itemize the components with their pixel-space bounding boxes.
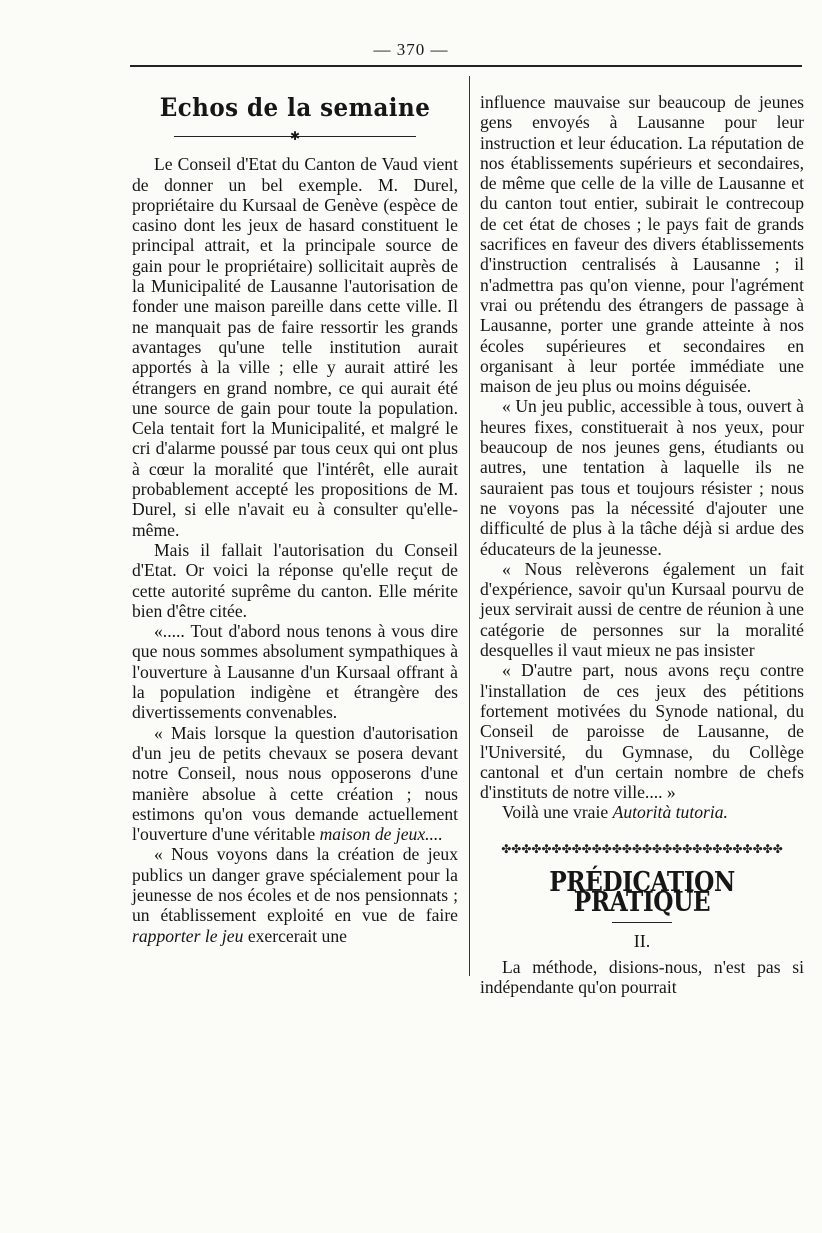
italic-text: maison de jeux.... <box>319 824 443 845</box>
right-column <box>480 92 804 997</box>
paragraph: La méthode, disions-nous, n'est pas si indépendante qu'on pourrait <box>480 956 804 998</box>
paragraph <box>480 802 804 822</box>
paragraph: Mais il fallait l'autorisation du Conseil d'Etat. Or voici la réponse qu'elle reçut de cette autorité suprême du canton. Elle mérite bien d'être citée. <box>132 539 458 621</box>
paragraph: « Un jeu public, accessible à tous, ouvert à heures fixes, constituerait à nos yeux, pour beaucoup de nos jeunes gens, étudiants ou autres, une tentation à laquelle ils ne sauraient pas tous et toujours résister ; nous ne voyons pas la nécessité d'ajouter une difficulté de plus à la tâche déjà si ardue des éducateurs de la jeunesse. <box>480 396 804 559</box>
paragraph <box>132 723 458 845</box>
title-rule <box>612 922 672 923</box>
paragraph-text: exercerait une <box>243 925 347 946</box>
column-divider <box>469 76 470 976</box>
paragraph-text: « Mais lorsque la question d'autorisation d'un jeu de petits chevaux se posera devant notre Conseil, nous nous opposerons d'une manière absolue à cette création ; nous estimons qu'on vous demande actuellement l'ouverture d'une véritable <box>132 722 458 845</box>
paragraph-text: Voilà une vraie <box>502 802 609 823</box>
left-column <box>132 92 458 946</box>
paragraph-text: « Nous voyons dans la création de jeux publics un danger grave spécialement pour la jeunesse de nos écoles et de nos pensionnats ; un établissement exploité en vue de faire <box>132 844 458 926</box>
paragraph <box>132 844 458 945</box>
paragraph: influence mauvaise sur beaucoup de jeunes gens envoyés à Lausanne pour leur instruction et leur éducation. La réputation de nos établissements supérieurs et secondaires, de même que celle de la ville de Lausanne et du canton tout entier, subirait le contrecoup de cet état de choses ; le pays fait de grands sacrifices en faveur des divers établissements d'instruction centralisés à Lausanne ; il n'admettra pas qu'on vienne, pour l'agrément vrai ou prétendu des étrangers de passage à Lausanne, porter une grande atteinte à nos écoles supérieures et secondaires en organisant à leur portée immédiate une maison de jeu plus ou moins déguisée. <box>480 92 804 397</box>
page-number: — 370 — <box>373 40 449 59</box>
article-title: Echos de la semaine <box>159 93 431 122</box>
ornament-star-icon: ✱ <box>289 129 301 144</box>
section-number: II. <box>633 930 651 951</box>
header-rule <box>130 65 802 67</box>
paragraph: « Nous relèverons également un fait d'expérience, savoir qu'un Kursaal pourvu de jeux servirait aussi de centre de réunion à une catégorie de personnes sur la moralité desquelles il vaut mieux ne pas insister <box>480 558 804 661</box>
decorative-border: ✤✤✤✤✤✤✤✤✤✤✤✤✤✤✤✤✤✤✤✤✤✤✤✤✤✤✤✤ <box>501 841 783 856</box>
paragraph: Le Conseil d'Etat du Canton de Vaud vient de donner un bel exemple. M. Durel, propriétaire du Kursaal de Genève (espèce de casino dont les jeux de hasard constituent le principal attrait, et la principale source de gain pour le propriétaire) sollicitait auprès de la Municipalité de Lausanne l'autorisation de fonder une maison pareille dans cette ville. Il ne manquait pas de faire ressortir les grands avantages qu'une telle institution aurait apportés à la ville ; elle y aurait attiré les étrangers en grand nombre, ce qui aurait été une source de gain pour toute la population. Cela tentait fort la Municipalité, et malgré le cri d'alarme poussé par tous ceux qui ont plus à cœur la moralité que l'intérêt, elle aurait probablement accepté les propositions de M. Durel, si elle n'avait eu à consulter qu'elle-même. <box>132 154 458 540</box>
italic-text: rapporter le jeu <box>132 925 244 946</box>
title-ornament <box>132 124 458 144</box>
article-title: PRÉDICATION PRATIQUE <box>549 866 735 919</box>
paragraph: «..... Tout d'abord nous tenons à vous dire que nous sommes absolument sympathiques à l'ouverture à Lausanne d'un Kursaal offrant à la population indigène et étrangère des divertissements convenables. <box>132 621 458 723</box>
italic-text: Autorità tutoria. <box>612 802 728 823</box>
paragraph: « D'autre part, nous avons reçu contre l'installation de ces jeux des pétitions fortement motivées du Synode national, du Conseil de paroisse de Lausanne, de l'Université, du Gymnase, du Collège cantonal et d'un certain nombre de chefs d'instituts de notre ville.... » <box>480 660 804 803</box>
